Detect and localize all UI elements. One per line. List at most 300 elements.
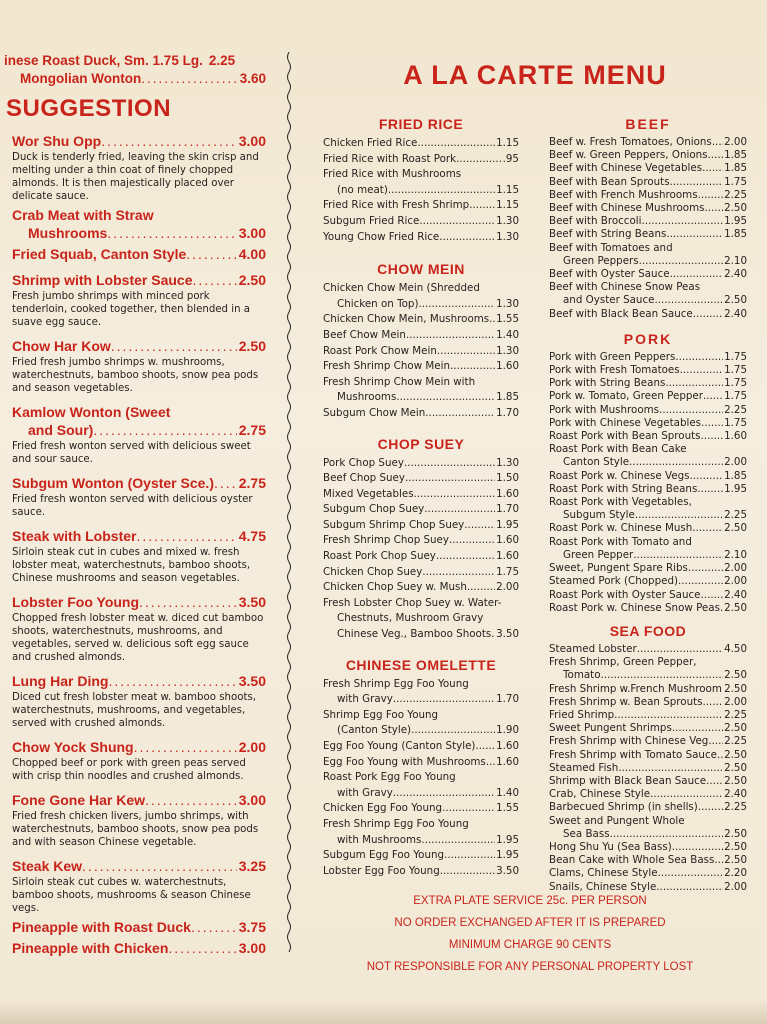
item-name: Chicken Fried Rice bbox=[323, 137, 418, 149]
item-name: Fried Rice with Fresh Shrimp bbox=[323, 199, 470, 212]
menu-item-line: Beef with Chinese Snow Peas bbox=[549, 281, 701, 294]
menu-item bbox=[323, 848, 519, 864]
leader-dots bbox=[702, 162, 723, 175]
leader-dots bbox=[111, 337, 237, 355]
item-description: Fresh jumbo shrimps with minced pork tenderloin, cooked together, then blended in a suave egg sauce. bbox=[12, 291, 251, 328]
menu-item-line: Beef with Tomatoes and bbox=[549, 241, 673, 254]
item-price: 2.75 bbox=[238, 422, 266, 438]
leader-dots bbox=[696, 522, 723, 535]
leader-dots bbox=[675, 351, 723, 364]
item-price: 2.00 bbox=[724, 562, 747, 575]
item-description: Sirloin steak cut cubes w. waterchestnuts, bamboo shoots, mushrooms & season Chinese vegs. bbox=[12, 877, 251, 914]
leader-dots bbox=[456, 152, 501, 168]
suggestion-item bbox=[12, 857, 266, 915]
item-header bbox=[12, 593, 266, 611]
suggestion-column bbox=[4, 52, 266, 957]
footer-line: MINIMUM CHARGE 90 CENTS bbox=[448, 939, 612, 951]
footer-line: EXTRA PLATE SERVICE 25c. PER PERSON bbox=[413, 895, 647, 907]
menu-item bbox=[549, 562, 747, 575]
item-price: 2.50 bbox=[724, 854, 747, 867]
center-column bbox=[323, 116, 519, 879]
item-price: 1.15 bbox=[496, 199, 519, 212]
menu-item bbox=[323, 230, 519, 246]
right-column bbox=[549, 116, 747, 894]
leader-dots bbox=[641, 215, 723, 228]
item-name: Chicken Chow Mein, Mushrooms bbox=[323, 313, 490, 326]
leader-dots bbox=[659, 404, 723, 417]
item-price: 1.15 bbox=[496, 183, 519, 196]
item-price: 2.40 bbox=[724, 588, 747, 601]
leader-dots bbox=[670, 268, 724, 281]
leader-dots bbox=[425, 406, 495, 422]
menu-item bbox=[549, 509, 747, 522]
leader-dots bbox=[650, 788, 723, 801]
section-items bbox=[323, 677, 519, 880]
item-name: Steak with Lobster bbox=[12, 528, 137, 544]
item-header-continued bbox=[12, 421, 266, 439]
leader-dots bbox=[678, 575, 723, 588]
wavy-divider bbox=[284, 52, 294, 952]
leader-dots bbox=[422, 565, 495, 581]
section-items bbox=[323, 456, 519, 643]
menu-item-line: Fresh Shrimp Egg Foo Young bbox=[323, 817, 469, 830]
item-price: 1.85 bbox=[724, 162, 747, 175]
section-heading: BEEF bbox=[625, 116, 671, 132]
item-price: 1.95 bbox=[496, 833, 519, 846]
menu-item bbox=[549, 215, 747, 228]
item-name: Fresh Shrimp Chow Mein bbox=[323, 360, 450, 373]
menu-item bbox=[549, 722, 747, 735]
menu-item bbox=[549, 643, 747, 656]
menu-item bbox=[549, 709, 747, 722]
footer-notices bbox=[330, 890, 730, 978]
item-name: Pork with Fresh Tomatoes bbox=[549, 364, 680, 377]
menu-item bbox=[549, 775, 747, 788]
item-header bbox=[12, 271, 266, 289]
leader-dots bbox=[141, 70, 238, 88]
item-name: Canton Style bbox=[563, 456, 630, 469]
item-price: 1.40 bbox=[496, 786, 519, 799]
section-items bbox=[549, 136, 747, 321]
suggestion-item bbox=[12, 132, 266, 203]
leader-dots bbox=[693, 308, 723, 321]
item-price: 2.50 bbox=[724, 840, 747, 853]
leader-dots bbox=[670, 176, 723, 189]
menu-item bbox=[549, 841, 747, 854]
item-price: 1.75 bbox=[724, 377, 747, 390]
chow-mein-section bbox=[323, 261, 519, 421]
item-name: Chinese Veg., Bamboo Shoots bbox=[337, 628, 492, 641]
item-price: 1.95 bbox=[724, 215, 747, 228]
item-price: 1.75 bbox=[724, 175, 747, 188]
item-price: 1.40 bbox=[496, 328, 519, 341]
leader-dots bbox=[637, 643, 723, 656]
item-price: 2.50 bbox=[238, 272, 266, 288]
item-price: 1.75 bbox=[724, 364, 747, 377]
item-name: Subgum Egg Foo Young bbox=[323, 849, 445, 862]
leader-dots bbox=[145, 791, 237, 809]
item-name: (no meat) bbox=[337, 183, 388, 196]
item-name: Clams, Chinese Style bbox=[549, 867, 658, 880]
leader-dots bbox=[601, 669, 724, 682]
item-name: Bean Cake with Whole Sea Bass bbox=[549, 854, 715, 867]
item-name: Beef w. Fresh Tomatoes, Onions bbox=[549, 136, 712, 148]
item-name-continued: Mushrooms bbox=[28, 225, 108, 241]
top-line bbox=[4, 52, 266, 70]
section-items bbox=[549, 351, 747, 615]
leader-dots bbox=[107, 224, 236, 242]
item-name-continued: and Sour) bbox=[28, 422, 94, 438]
footer-line: NO ORDER EXCHANGED AFTER IT IS PREPARED bbox=[394, 917, 666, 929]
leader-dots bbox=[442, 801, 495, 817]
menu-item bbox=[323, 312, 519, 328]
item-name: Fone Gone Har Kew bbox=[12, 792, 146, 808]
item-header bbox=[12, 474, 266, 492]
item-header bbox=[12, 791, 266, 809]
item-price: 2.50 bbox=[724, 294, 747, 307]
menu-item-line: Fresh Shrimp Chow Mein with bbox=[323, 375, 476, 388]
item-price: 2.50 bbox=[724, 601, 747, 614]
leader-dots bbox=[406, 328, 495, 344]
suggestion-item bbox=[12, 245, 266, 263]
item-name: Lobster Egg Foo Young bbox=[323, 864, 440, 877]
menu-item bbox=[323, 198, 519, 214]
leader-dots bbox=[214, 474, 237, 492]
item-price: 1.85 bbox=[724, 228, 747, 241]
leader-dots bbox=[134, 738, 237, 756]
fried-rice-section bbox=[323, 116, 519, 245]
item-header bbox=[12, 403, 266, 421]
item-name: Beef with Chinese Mushrooms bbox=[549, 202, 705, 215]
item-name: Shrimp with Lobster Sauce bbox=[12, 272, 193, 288]
item-price: 1.30 bbox=[496, 297, 519, 310]
menu-item bbox=[323, 549, 519, 565]
item-price: 3.50 bbox=[238, 594, 266, 610]
leader-dots bbox=[421, 833, 495, 849]
leader-dots bbox=[444, 848, 495, 864]
top-lines bbox=[4, 52, 266, 88]
suggestion-item bbox=[12, 337, 266, 395]
item-price: 3.00 bbox=[238, 225, 266, 241]
item-name: Beef Chow Mein bbox=[323, 328, 406, 341]
item-name: Kamlow Wonton (Sweet bbox=[12, 404, 171, 420]
item-description: Fried fresh wonton served with delicious oyster sauce. bbox=[12, 494, 253, 518]
item-price: 1.60 bbox=[496, 755, 519, 768]
item-name: Green Pepper bbox=[563, 548, 634, 561]
leader-dots bbox=[411, 723, 495, 739]
menu-item-line: Shrimp Egg Foo Young bbox=[323, 708, 439, 721]
item-name: Beef with String Beans bbox=[549, 228, 667, 241]
menu-item bbox=[323, 786, 519, 802]
leader-dots bbox=[101, 132, 237, 150]
item-header bbox=[12, 206, 266, 224]
item-name: Beef with Black Bean Sauce bbox=[549, 307, 693, 320]
leader-dots bbox=[688, 562, 723, 575]
leader-dots bbox=[192, 271, 236, 289]
item-price: 2.40 bbox=[724, 268, 747, 281]
item-name: Sea Bass bbox=[563, 827, 610, 840]
item-price: 2.50 bbox=[724, 761, 747, 774]
item-name: Sweet, Pungent Spare Ribs bbox=[549, 562, 688, 575]
leader-dots bbox=[654, 294, 723, 307]
item-header bbox=[12, 738, 266, 756]
item-price: 2.25 bbox=[208, 53, 236, 68]
menu-item bbox=[323, 755, 519, 771]
leader-dots bbox=[404, 456, 495, 472]
item-name: Chicken Chop Suey w. Mush. bbox=[323, 581, 471, 594]
menu-item bbox=[549, 483, 747, 496]
menu-item bbox=[549, 801, 747, 814]
item-name: Beef with Chinese Vegetables bbox=[549, 162, 703, 175]
item-name: (Canton Style) bbox=[337, 724, 412, 737]
section-heading: CHOW MEIN bbox=[377, 261, 465, 278]
menu-item bbox=[323, 627, 519, 643]
item-price: 2.50 bbox=[724, 202, 747, 215]
item-price: 1.95 bbox=[496, 518, 519, 531]
menu-item bbox=[549, 456, 747, 469]
menu-item bbox=[323, 864, 519, 880]
item-name: Subgum Style bbox=[563, 509, 635, 522]
item-name: Beef with Bean Sprouts bbox=[549, 175, 670, 188]
item-name: Roast Pork w. Chinese Snow Peas bbox=[549, 601, 720, 614]
item-name: Beef with Broccoli bbox=[549, 215, 642, 228]
item-name: with Gravy bbox=[337, 693, 393, 706]
item-name: Pork Chop Suey bbox=[323, 456, 404, 469]
leader-dots bbox=[635, 509, 723, 522]
item-price: 1.70 bbox=[496, 503, 519, 516]
item-price: 2.00 bbox=[496, 581, 519, 594]
leader-dots bbox=[469, 198, 495, 214]
leader-dots bbox=[697, 483, 723, 496]
menu-item bbox=[549, 255, 747, 268]
item-price: 1.70 bbox=[496, 693, 519, 706]
item-name: Pork with Chinese Vegetables bbox=[549, 416, 702, 429]
item-name: Fresh Shrimp w.French Mushroom bbox=[549, 682, 722, 695]
leader-dots bbox=[450, 359, 495, 375]
item-name: Pork with Green Peppers bbox=[549, 350, 676, 363]
leader-dots bbox=[639, 255, 723, 268]
item-name: Fried Squab, Canton Style bbox=[12, 246, 187, 262]
menu-item bbox=[323, 471, 519, 487]
item-price: 1.30 bbox=[496, 456, 519, 469]
item-price: 1.75 bbox=[496, 565, 519, 578]
item-price: 2.25 bbox=[724, 403, 747, 416]
menu-item-line: Fresh Shrimp Egg Foo Young bbox=[323, 677, 469, 690]
item-price: 2.50 bbox=[724, 827, 747, 840]
item-name: Crab Meat with Straw bbox=[12, 207, 154, 223]
menu-item bbox=[549, 696, 747, 709]
leader-dots bbox=[703, 390, 723, 403]
leader-dots bbox=[475, 739, 495, 755]
leader-dots bbox=[701, 430, 724, 443]
item-price: 1.70 bbox=[496, 406, 519, 419]
leader-dots bbox=[439, 230, 495, 246]
item-name: Roast Pork with String Beans bbox=[549, 482, 698, 495]
item-name: Steak Kew bbox=[12, 858, 83, 874]
item-name: Fried Rice with Roast Pork bbox=[323, 152, 457, 165]
item-price: 2.00 bbox=[724, 136, 747, 148]
menu-item bbox=[549, 589, 747, 602]
item-price: 1.85 bbox=[496, 391, 519, 404]
item-name: Beef Chop Suey bbox=[323, 472, 405, 485]
item-price: 3.50 bbox=[496, 864, 519, 877]
item-name: Fresh Shrimp with Chinese Veg. bbox=[549, 735, 712, 748]
menu-item bbox=[323, 487, 519, 503]
menu-item bbox=[549, 867, 747, 880]
item-header bbox=[12, 939, 266, 957]
item-price: 2.40 bbox=[724, 788, 747, 801]
menu-item bbox=[549, 470, 747, 483]
item-name: Chicken Egg Foo Young bbox=[323, 802, 443, 815]
item-name: Fresh Shrimp Chop Suey bbox=[323, 534, 449, 547]
leader-dots bbox=[93, 421, 236, 439]
item-price: 1.60 bbox=[496, 360, 519, 373]
item-price: 3.00 bbox=[238, 940, 266, 956]
item-name: and Oyster Sauce bbox=[563, 294, 655, 307]
item-name: Young Chow Fried Rice bbox=[323, 230, 440, 243]
item-name: Chicken on Top) bbox=[337, 297, 419, 310]
item-price: 3.00 bbox=[238, 133, 266, 149]
item-name: Steamed Pork (Chopped) bbox=[549, 575, 678, 588]
menu-item bbox=[549, 788, 747, 801]
leader-dots bbox=[701, 417, 723, 430]
menu-item bbox=[549, 308, 747, 321]
item-price: 2.50 bbox=[724, 748, 747, 761]
item-price: 3.25 bbox=[238, 858, 266, 874]
item-price: 1.55 bbox=[496, 802, 519, 815]
item-price: 1.15 bbox=[496, 137, 519, 149]
item-name: Pineapple with Roast Duck bbox=[12, 919, 191, 935]
item-price: 3.50 bbox=[238, 673, 266, 689]
item-price: 4.00 bbox=[238, 246, 266, 262]
item-name: Subgum Chow Mein bbox=[323, 406, 426, 419]
item-name: Subgum Shrimp Chop Suey bbox=[323, 518, 465, 531]
leader-dots bbox=[418, 297, 495, 313]
menu-item bbox=[549, 351, 747, 364]
menu-item bbox=[549, 854, 747, 867]
item-price: 1.75 bbox=[724, 350, 747, 363]
menu-item bbox=[549, 162, 747, 175]
menu-item bbox=[323, 565, 519, 581]
menu-item-line: Roast Pork with Vegetables, bbox=[549, 496, 692, 509]
item-price: 2.20 bbox=[724, 867, 747, 880]
menu-item bbox=[549, 669, 747, 682]
item-name: Chow Yock Shung bbox=[12, 739, 134, 755]
menu-item bbox=[323, 801, 519, 817]
leader-dots bbox=[714, 854, 723, 867]
item-price: 2.25 bbox=[724, 735, 747, 748]
item-name: Beef w. Green Peppers, Onions bbox=[549, 149, 708, 162]
item-name: with Mushrooms bbox=[337, 833, 422, 846]
leader-dots bbox=[414, 487, 496, 503]
leader-dots bbox=[633, 549, 723, 562]
item-price: 1.50 bbox=[496, 472, 519, 485]
item-name: Pork with Mushrooms bbox=[549, 403, 660, 416]
leader-dots bbox=[405, 471, 495, 487]
leader-dots bbox=[436, 549, 495, 565]
leader-dots bbox=[388, 183, 495, 199]
menu-item bbox=[549, 602, 747, 615]
item-name: Subgum Fried Rice bbox=[323, 214, 420, 227]
menu-item bbox=[323, 580, 519, 596]
leader-dots bbox=[618, 762, 723, 775]
leader-dots bbox=[424, 502, 495, 518]
item-name: Sweet Pungent Shrimps bbox=[549, 722, 672, 735]
leader-dots bbox=[706, 775, 723, 788]
suggestion-item bbox=[12, 271, 266, 329]
menu-item bbox=[549, 149, 747, 162]
leader-dots bbox=[666, 228, 723, 241]
item-name: Roast Pork with Bean Sprouts bbox=[549, 430, 701, 443]
menu-item bbox=[549, 377, 747, 390]
leader-dots bbox=[712, 136, 723, 149]
item-name: Roast Pork w. Chinese Mush. bbox=[549, 522, 696, 535]
item-name: inese Roast Duck, Sm. 1.75 Lg. bbox=[4, 53, 203, 68]
item-name: Steamed Lobster bbox=[549, 642, 637, 655]
item-price: 2.10 bbox=[724, 254, 747, 267]
item-price: 1.85 bbox=[724, 149, 747, 162]
item-name: Fresh Shrimp w. Bean Sprouts bbox=[549, 695, 703, 708]
leader-dots bbox=[486, 755, 495, 771]
leader-dots bbox=[186, 245, 237, 263]
item-name: Fried Shrimp bbox=[549, 708, 615, 721]
item-price: 2.75 bbox=[238, 475, 266, 491]
beef-section bbox=[549, 116, 747, 321]
item-description: Fried fresh jumbo shrimps w. mushrooms, waterchestnuts, bamboo shoots, snow pea pods and season vegetables. bbox=[12, 357, 259, 394]
paper-edge bbox=[0, 1000, 767, 1024]
menu-item bbox=[323, 406, 519, 422]
menu-item-line: Roast Pork with Bean Cake bbox=[549, 443, 687, 456]
item-price: 2.00 bbox=[724, 575, 747, 588]
item-name: Barbecued Shrimp (in shells) bbox=[549, 801, 698, 814]
leader-dots bbox=[440, 864, 495, 880]
item-name: Beef with French Mushrooms bbox=[549, 188, 698, 201]
page-title: A LA CARTE MENU bbox=[403, 60, 667, 90]
item-header bbox=[12, 857, 266, 875]
item-price: 2.50 bbox=[724, 682, 747, 695]
item-header bbox=[12, 337, 266, 355]
item-price: 2.25 bbox=[724, 509, 747, 522]
leader-dots bbox=[393, 692, 495, 708]
item-price: 2.50 bbox=[724, 774, 747, 787]
leader-dots bbox=[708, 149, 724, 162]
item-name: Mongolian Wonton bbox=[20, 71, 142, 86]
item-price: 1.75 bbox=[724, 416, 747, 429]
item-name: Hong Shu Yu (Sea Bass) bbox=[549, 840, 672, 853]
item-price: 1.30 bbox=[496, 230, 519, 243]
leader-dots bbox=[139, 593, 237, 611]
menu-item bbox=[323, 183, 519, 199]
item-description: Duck is tenderly fried, leaving the skin crisp and melting under a thin coat of finely chopped almonds. It is then majestically placed over delicate sauce. bbox=[12, 152, 259, 202]
section-heading: CHINESE OMELETTE bbox=[345, 656, 497, 673]
leader-dots bbox=[698, 801, 723, 814]
item-price: 2.25 bbox=[724, 708, 747, 721]
leader-dots bbox=[393, 786, 495, 802]
item-price: 1.60 bbox=[496, 740, 519, 752]
section-items bbox=[549, 643, 747, 894]
item-header bbox=[12, 132, 266, 150]
leader-dots bbox=[672, 841, 723, 854]
section-heading: PORK bbox=[623, 330, 673, 347]
leader-dots bbox=[396, 390, 495, 406]
item-price: 1.85 bbox=[724, 469, 747, 482]
item-name: Roast Pork Chop Suey bbox=[323, 550, 436, 563]
item-name: Snails, Chinese Style bbox=[549, 880, 657, 893]
item-description: Chopped fresh lobster meat w. diced cut bamboo shoots, waterchestnuts, mushrooms, and vegetables, served w. delicious soft egg sauce and crushed almonds. bbox=[12, 613, 264, 663]
suggestion-heading: SUGGESTION bbox=[6, 95, 172, 122]
menu-item-line: Sweet and Pungent Whole bbox=[549, 814, 685, 827]
item-name: Steamed Fish bbox=[549, 761, 619, 774]
